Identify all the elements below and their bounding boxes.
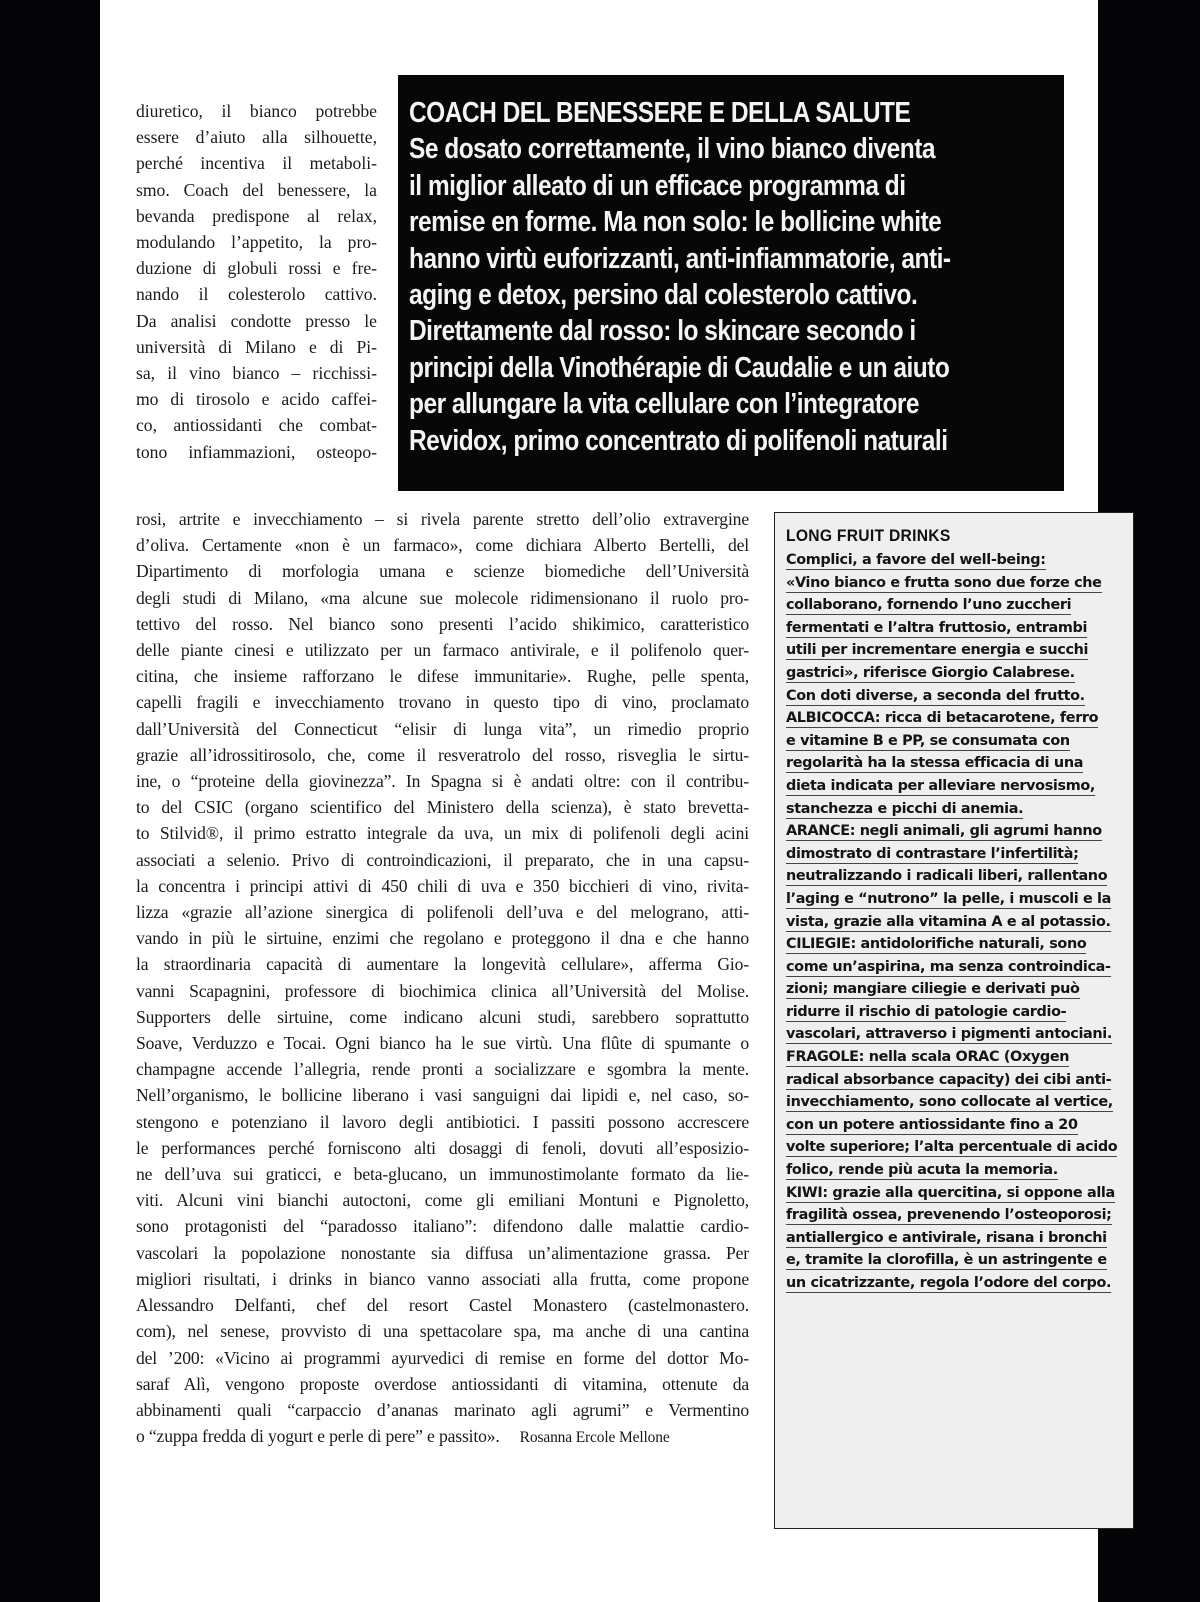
article-line: to Stilvid®, il primo estratto integrale da uva, un mix di polifenoli degli acini: [136, 823, 749, 844]
sidebar-line-text: radical absorbance capacity) dei cibi anti-: [786, 1071, 1112, 1088]
sidebar-line: [786, 1204, 1133, 1227]
article-line: sa, il vino bianco – ricchissi-: [136, 363, 377, 384]
sidebar-line-text: KIWI: grazie alla quercitina, si oppone alla: [786, 1184, 1115, 1201]
sidebar-line-text: con un potere antiossidante fino a 20: [786, 1116, 1078, 1133]
article-line: bevanda predispone al relax,: [136, 205, 377, 226]
article-line: dall’Università del Connecticut “elisir di lunga vita”, un rimedio proprio: [136, 718, 749, 739]
article-line: le performances perché forniscono alti dosaggi di fenoli, dovuti all’esposizio-: [136, 1137, 749, 1158]
sidebar-line: [786, 1182, 1133, 1205]
sidebar-line: [786, 730, 1133, 753]
sidebar-line: [786, 1272, 1133, 1295]
article-line: delle piante cinesi e utilizzato per un farmaco antivirale, e il polifenolo quer-: [136, 640, 749, 661]
sidebar-line-text: vista, grazie alla vitamina A e al potassio.: [786, 913, 1111, 930]
article-line: degli studi di Milano, «ma alcune sue molecole ridimensionano il ruolo pro-: [136, 587, 749, 608]
sidebar-line-text: volte superiore; l’alta percentuale di acido: [786, 1139, 1118, 1156]
sidebar-line-text: dieta indicata per alleviare nervosismo,: [786, 777, 1096, 794]
sidebar-line: [786, 1046, 1133, 1069]
article-line: mo di tirosolo e acido caffei-: [136, 389, 377, 410]
pull-quote-line: Se dosato correttamente, il vino bianco diventa: [409, 133, 935, 166]
sidebar-line: [786, 888, 1133, 911]
pull-quote-line: aging e detox, persino dal colesterolo cattivo.: [409, 279, 918, 312]
sidebar-line: [786, 572, 1133, 595]
sidebar-line-text: Con doti diverse, a seconda del frutto.: [786, 687, 1085, 704]
article-line: lizza «grazie all’azione sinergica di polifenoli dell’uva e del melograno, atti-: [136, 902, 749, 923]
sidebar-line: [786, 549, 1133, 572]
sidebar-line: [786, 639, 1133, 662]
pull-quote-line: remise en forme. Ma non solo: le bollicine white: [409, 206, 942, 239]
article-line: smo. Coach del benessere, la: [136, 179, 377, 200]
sidebar-line-text: fermentati e l’altra fruttosio, entrambi: [786, 619, 1088, 636]
sidebar-line: [786, 662, 1133, 685]
sidebar-line: [786, 1159, 1133, 1182]
sidebar-line-text: invecchiamento, sono collocate al vertice,: [786, 1094, 1113, 1111]
article-closing-text: o “zuppa fredda di yogurt e perle di pere” e passito».: [136, 1426, 500, 1447]
article-line: Supporters delle sirtuine, come indicano alcuni studi, sarebbero soprattutto: [136, 1006, 749, 1027]
article-line: la concentra i principi attivi di 450 chili di uva e 350 bicchieri di vino, rivita-: [136, 875, 749, 896]
sidebar-line: [786, 1227, 1133, 1250]
article-line: com), nel senese, provvisto di una spettacolare spa, ma anche di una cantina: [136, 1321, 749, 1342]
sidebar-line: [786, 775, 1133, 798]
sidebar-line: [786, 978, 1133, 1001]
pull-quote-line: per allungare la vita cellulare con l’integratore: [409, 388, 920, 421]
sidebar-line-text: regolarità ha la stessa efficacia di una: [786, 755, 1084, 772]
pull-quote-box: [398, 75, 1064, 491]
sidebar-line-text: folico, rende più acuta la memoria.: [786, 1162, 1058, 1179]
article-line: perché incentiva il metaboli-: [136, 153, 377, 174]
pull-quote-heading: COACH DEL BENESSERE E DELLA SALUTE: [409, 97, 911, 129]
article-line: grazie all’idrossitirosolo, che, come il resveratrolo del rosso, risveglia le sirtu-: [136, 744, 749, 765]
article-line: to del CSIC (organo scientifico del Ministero della scienza), è stato brevetta-: [136, 797, 749, 818]
article-narrow-column: [136, 98, 377, 465]
article-wide-column: [136, 506, 749, 1451]
sidebar-line-text: stanchezza e picchi di anemia.: [786, 800, 1024, 817]
sidebar-line-text: collaborano, fornendo l’uno zuccheri: [786, 597, 1072, 614]
sidebar-line-text: un cicatrizzante, regola l’odore del corpo.: [786, 1275, 1112, 1291]
article-line: nando il colesterolo cattivo.: [136, 284, 377, 305]
pull-quote-line: il miglior alleato di un efficace programma di: [409, 169, 906, 202]
pull-quote-line: principi della Vinothérapie di Caudalie e un aiuto: [409, 351, 950, 384]
sidebar-line-text: vascolari, attraverso i pigmenti antociani.: [786, 1026, 1112, 1043]
article-line: la straordinaria capacità di aumentare la longevità cellulare», afferma Gio-: [136, 954, 749, 975]
article-line: Dipartimento di morfologia umana e scienze biomediche dell’Università: [136, 561, 749, 582]
sidebar-line: [786, 617, 1133, 640]
article-line: viti. Alcuni vini bianchi autoctoni, come gli emiliani Montuni e Pignoletto,: [136, 1190, 749, 1211]
sidebar-line: [786, 1069, 1133, 1092]
sidebar-line-text: come un’aspirina, ma senza controindica-: [786, 958, 1111, 975]
sidebar-line: [786, 843, 1133, 866]
sidebar-line: [786, 1114, 1133, 1137]
article-line: associati a selenio. Privo di controindicazioni, il preparato, che in una capsu-: [136, 849, 749, 870]
article-line: co, antiossidanti che combat-: [136, 415, 377, 436]
sidebar-line: [786, 752, 1133, 775]
article-line: università di Milano e di Pi-: [136, 336, 377, 357]
sidebar-line: [786, 685, 1133, 708]
article-line: tettivo del rosso. Nel bianco sono presenti l’acido shikimico, caratteristico: [136, 613, 749, 634]
sidebar-line-text: l’aging e “nutrono” la pelle, i muscoli e la: [786, 890, 1111, 907]
article-line: diuretico, il bianco potrebbe: [136, 101, 377, 121]
long-fruit-drinks-sidebar: [774, 512, 1134, 1529]
article-line: vanni Scapagnini, professore di biochimica clinica all’Università del Molise.: [136, 980, 749, 1001]
sidebar-title: LONG FRUIT DRINKS: [786, 526, 951, 545]
sidebar-line: [786, 1023, 1133, 1046]
article-line: Soave, Verduzzo e Tocai. Ogni bianco ha le sue virtù. Una flûte di spumante o: [136, 1033, 749, 1054]
article-final-line: [136, 1423, 749, 1451]
author-byline: Rosanna Ercole Mellone: [519, 1429, 670, 1447]
article-line: vascolari la popolazione nonostante sia diffusa un’alimentazione grassa. Per: [136, 1242, 749, 1263]
sidebar-line-text: gastrici», riferisce Giorgio Calabrese.: [786, 664, 1075, 681]
sidebar-line: [786, 933, 1133, 956]
article-line: del ’200: «Vicino ai programmi ayurvedici di remise en forme del dottor Mo-: [136, 1347, 749, 1368]
sidebar-line-text: «Vino bianco e frutta sono due forze che: [786, 574, 1102, 591]
pull-quote-line: hanno virtù euforizzanti, anti-infiammatorie, anti-: [409, 242, 951, 275]
sidebar-line: [786, 1249, 1133, 1272]
sidebar-line-text: utili per incrementare energia e succhi: [786, 642, 1089, 659]
article-line: vando in più le sirtuine, enzimi che regolano e proteggono il dna e che hanno: [136, 928, 749, 949]
sidebar-line-text: fragilità ossea, prevenendo l’osteoporosi;: [786, 1207, 1112, 1224]
sidebar-line: [786, 865, 1133, 888]
article-line: citina, che insieme rafforzano le difese immunitarie». Rughe, pelle spenta,: [136, 666, 749, 687]
sidebar-line: [786, 820, 1133, 843]
sidebar-line-text: CILIEGIE: antidolorifiche naturali, sono: [786, 936, 1087, 953]
pull-quote-line: Direttamente dal rosso: lo skincare secondo i: [409, 315, 916, 348]
article-line: d’oliva. Certamente «non è un farmaco», come dichiara Alberto Bertelli, del: [136, 535, 749, 556]
sidebar-line-text: e, tramite la clorofilla, è un astringente e: [786, 1252, 1107, 1269]
article-line: modulando l’appetito, la pro-: [136, 232, 377, 253]
article-line: ne dell’uva sui graticci, e beta-glucano, un immunostimolante formato da lie-: [136, 1164, 749, 1185]
sidebar-line: [786, 1001, 1133, 1024]
sidebar-line-text: zioni; mangiare ciliegie e derivati può: [786, 981, 1080, 998]
article-line: stengono e potenziano il lavoro degli antibiotici. I passiti possono accrescere: [136, 1111, 749, 1132]
article-line: capelli fragili e invecchiamento trovano in questo tipo di vino, proclamato: [136, 692, 749, 713]
article-line: ine, o “proteine della giovinezza”. In Spagna si è andati oltre: con il contribu-: [136, 771, 749, 792]
sidebar-line-text: ridurre il rischio di patologie cardio-: [786, 1003, 1067, 1020]
sidebar-line-text: ALBICOCCA: ricca di betacarotene, ferro: [786, 710, 1099, 727]
sidebar-line: [786, 798, 1133, 821]
article-line: Nell’organismo, le bollicine liberano i vasi sanguigni dai lipidi e, nel caso, so-: [136, 1085, 749, 1106]
sidebar-line-text: dimostrato di contrastare l’infertilità;: [786, 845, 1079, 862]
article-line: rosi, artrite e invecchiamento – si rivela parente stretto dell’olio extravergine: [136, 509, 749, 529]
sidebar-line-text: e vitamine B e PP, se consumata con: [786, 732, 1070, 749]
article-line: duzione di globuli rossi e fre-: [136, 258, 377, 279]
sidebar-line: [786, 911, 1133, 934]
sidebar-line: [786, 1091, 1133, 1114]
article-line: migliori risultati, i drinks in bianco vanno associati alla frutta, come propone: [136, 1268, 749, 1289]
sidebar-line-text: antiallergico e antivirale, risana i bronchi: [786, 1229, 1107, 1246]
article-line: tono infiammazioni, osteopo-: [136, 441, 377, 462]
pull-quote-line: Revidox, primo concentrato di polifenoli naturali: [409, 424, 948, 457]
sidebar-line: [786, 707, 1133, 730]
sidebar-line-text: neutralizzando i radicali liberi, rallentano: [786, 868, 1108, 885]
article-line: champagne accende l’allegria, rende pronti a socializzare e sgombra la mente.: [136, 1059, 749, 1080]
sidebar-line-text: Complici, a favore del well-being:: [786, 552, 1046, 568]
sidebar-line-text: FRAGOLE: nella scala ORAC (Oxygen: [786, 1049, 1070, 1066]
article-line: Alessandro Delfanti, chef del resort Castel Monastero (castelmonastero.: [136, 1295, 749, 1316]
sidebar-line: [786, 594, 1133, 617]
sidebar-line-text: ARANCE: negli animali, gli agrumi hanno: [786, 823, 1102, 840]
sidebar-line: [786, 1136, 1133, 1159]
article-line: saraf Alì, vengono proposte overdose antiossidanti di vitamina, ottenute da: [136, 1373, 749, 1394]
article-line: essere d’aiuto alla silhouette,: [136, 127, 377, 148]
article-line: Da analisi condotte presso le: [136, 310, 377, 331]
sidebar-line: [786, 956, 1133, 979]
article-line: sono protagonisti del “paradosso italiano”: difendono dalle malattie cardio-: [136, 1216, 749, 1237]
article-line: abbinamenti quali “carpaccio d’ananas marinato agli agrumi” e Vermentino: [136, 1399, 749, 1420]
